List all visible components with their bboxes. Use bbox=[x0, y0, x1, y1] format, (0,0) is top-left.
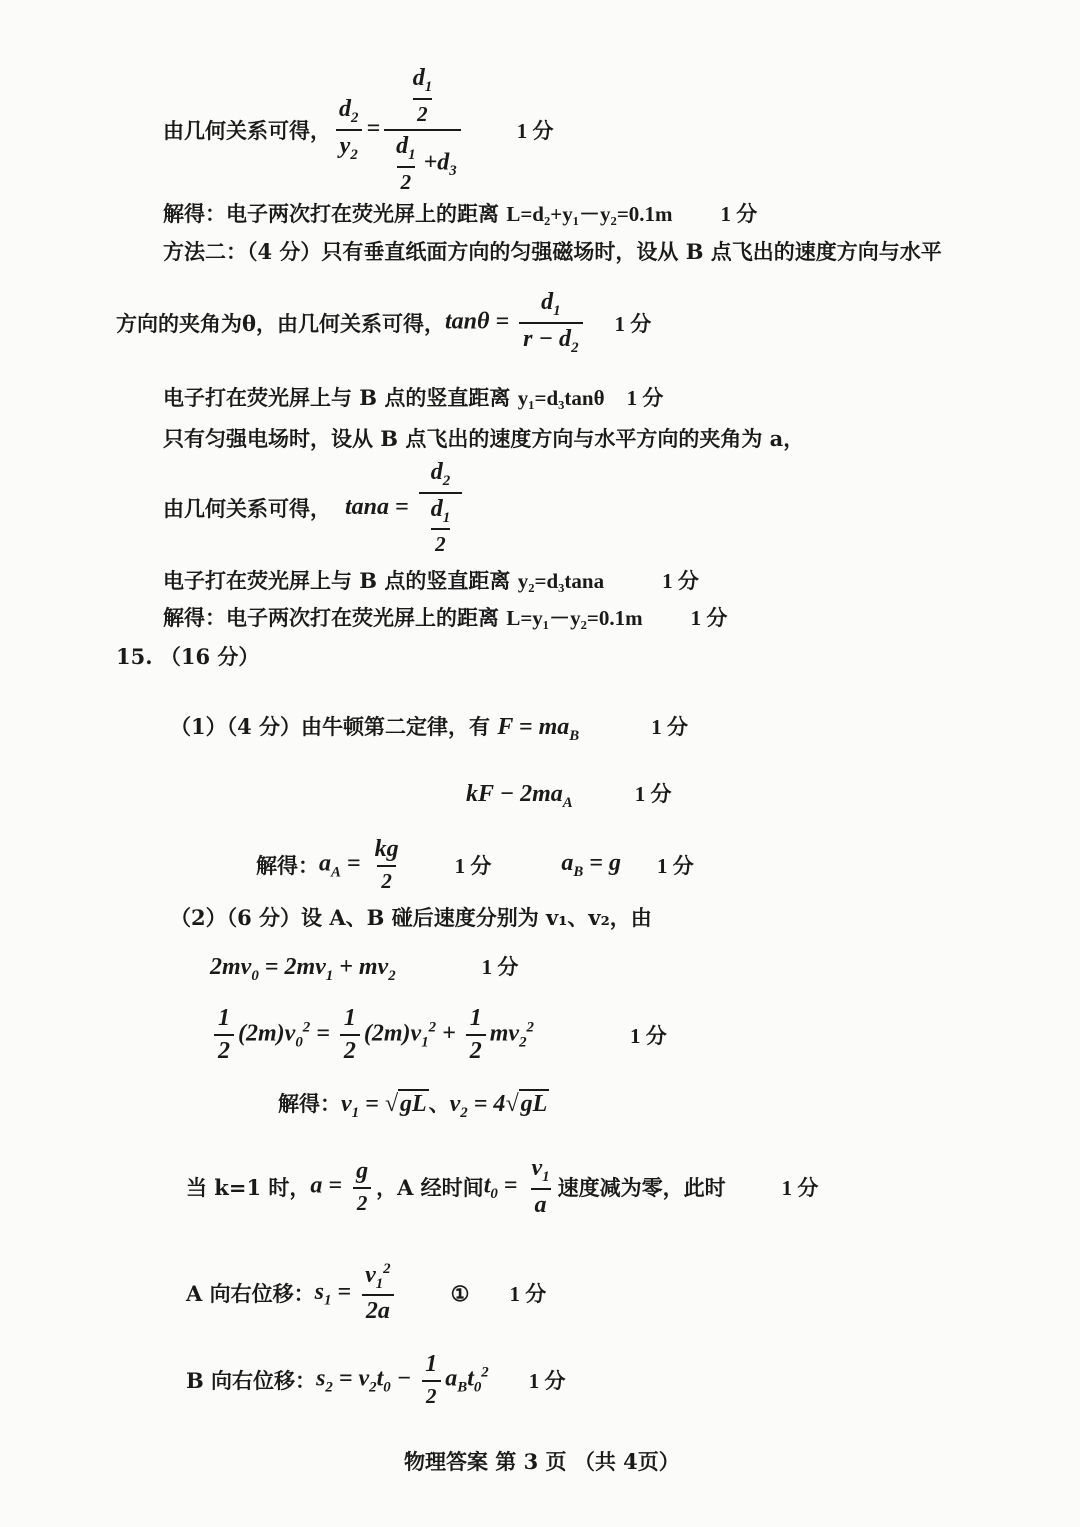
solution-label: 解得： bbox=[256, 853, 319, 878]
geometry-relation-line-1 bbox=[163, 65, 554, 194]
part-2-heading bbox=[170, 902, 652, 932]
momentum-equation bbox=[210, 951, 518, 985]
line-label: 由几何关系可得， bbox=[163, 496, 331, 521]
a-formula: a = $\frac{g}{2}$ bbox=[310, 1158, 376, 1216]
score-label: 1 分 bbox=[516, 119, 554, 143]
time-text: ，A 经时间 bbox=[376, 1175, 484, 1200]
question-15-text: 15. （16 分） bbox=[116, 644, 260, 669]
solution-label: 解得： bbox=[278, 1091, 341, 1116]
vertical-distance-y2-line bbox=[163, 565, 699, 595]
a-displacement-label: A 向右位移： bbox=[186, 1281, 315, 1306]
method-two-heading bbox=[163, 236, 942, 266]
y1-formula: y₁=d₃tanθ bbox=[517, 386, 605, 410]
tan-theta-formula: tanθ = $\frac{d_1}{r - d_2}$ bbox=[445, 289, 586, 357]
score-label: 1 分 bbox=[528, 1369, 566, 1393]
vertical-distance-text: 电子打在荧光屏上与 B 点的竖直距离 bbox=[163, 568, 518, 593]
score-label: 1 分 bbox=[614, 312, 652, 336]
condition-text: 当 k=1 时， bbox=[186, 1175, 311, 1200]
ratio-formula: $\frac{d_2}{y_2}$ = $\frac{d_1}{2}$ $\frac{d_1}{2}$ $+d_3$ bbox=[331, 65, 465, 195]
score-label: 1 分 bbox=[634, 782, 672, 806]
b-displacement-label: B 向右位移： bbox=[186, 1368, 317, 1393]
part-1-solution bbox=[256, 830, 694, 900]
result-text: 解得：电子两次打在荧光屏上的距离 bbox=[163, 605, 507, 630]
part-1-text: （1）（4 分）由牛顿第二定律，有 bbox=[170, 714, 498, 739]
page-footer bbox=[404, 1446, 680, 1476]
kf-formula: kF − $2ma_A$ bbox=[466, 781, 573, 811]
score-label: 1 分 bbox=[656, 854, 694, 878]
score-label: 1 分 bbox=[690, 606, 728, 630]
vertical-distance-text: 电子打在荧光屏上与 B 点的竖直距离 bbox=[163, 385, 518, 410]
score-label: 1 分 bbox=[454, 854, 492, 878]
part-1-second-equation bbox=[466, 778, 671, 812]
a-displacement-line bbox=[186, 1258, 546, 1328]
geometry-relation-line-2 bbox=[163, 458, 466, 558]
result-formula: L=y₁－y₂=0.1m bbox=[506, 606, 643, 630]
result-line-1 bbox=[163, 198, 757, 228]
score-label: 1 分 bbox=[481, 955, 519, 979]
footer-text: 物理答案 第 3 页 （共 4页） bbox=[404, 1449, 680, 1474]
score-label: 1 分 bbox=[662, 569, 699, 593]
angle-theta-line bbox=[116, 288, 651, 358]
separator: 、 bbox=[428, 1091, 450, 1116]
tan-a-formula: tana = $\frac{d_2}{\frac{d_1}{2}}$ bbox=[345, 459, 466, 558]
v2-formula: $v_2 = 4√gL$ bbox=[449, 1091, 548, 1121]
momentum-formula: $2mv_0 = 2mv_1 + mv_2$ bbox=[210, 954, 396, 984]
s1-formula: $s_1$ = $\frac{v_1^2}{2a}$ bbox=[315, 1261, 399, 1326]
score-label: 1 分 bbox=[629, 1024, 667, 1048]
part-2-text: （2）（6 分）设 A、B 碰后速度分别为 v₁、v₂，由 bbox=[170, 905, 652, 930]
s2-formula: $s_2 = v_2t_0$ − $\frac{1}{2}$ $a_Bt_0^2$ bbox=[316, 1351, 489, 1408]
velocity-solution bbox=[278, 1088, 549, 1122]
y2-formula: y₂=d₃tana bbox=[517, 569, 605, 593]
circled-one: ① bbox=[450, 1280, 470, 1306]
result-line-2 bbox=[163, 602, 727, 632]
score-label: 1 分 bbox=[626, 386, 664, 410]
line-label: 由几何关系可得， bbox=[163, 118, 331, 143]
aa-formula: $a_A$ = $\frac{kg}{2}$ bbox=[319, 836, 399, 893]
t0-formula: $t_0$ = $\frac{v_1}{a}$ bbox=[483, 1155, 550, 1218]
part-1-newton-line bbox=[170, 711, 688, 745]
electric-field-line bbox=[163, 423, 804, 453]
k-equals-one-line bbox=[186, 1152, 818, 1222]
score-label: 1 分 bbox=[720, 202, 758, 226]
score-label: 1 分 bbox=[651, 715, 688, 739]
v1-formula: $v_1 = √gL$ bbox=[341, 1091, 427, 1121]
newton-formula: $F = ma_B$ bbox=[497, 714, 580, 744]
ab-formula: $a_B = g$ bbox=[561, 849, 621, 880]
method-two-text: 方法二：（4 分）只有垂直纸面方向的匀强磁场时，设从 B 点飞出的速度方向与水平 bbox=[163, 239, 942, 264]
energy-formula: $\frac{1}{2}$ $(2m)v_0^2$ = $\frac{1}{2}$ $(2m)v_1^2$ + $\frac{1}{2}$ $mv_2^2$ bbox=[210, 1005, 534, 1065]
question-15-heading bbox=[116, 641, 259, 671]
velocity-zero-text: 速度减为零，此时 bbox=[557, 1175, 726, 1200]
score-label: 1 分 bbox=[509, 1282, 547, 1306]
electric-field-text: 只有匀强电场时，设从 B 点飞出的速度方向与水平方向的夹角为 a， bbox=[163, 426, 805, 451]
vertical-distance-y1-line bbox=[163, 382, 663, 412]
result-formula: L=d₂+y₁－y₂=0.1m bbox=[506, 202, 673, 226]
b-displacement-line bbox=[186, 1345, 565, 1415]
angle-theta-text: 方向的夹角为θ，由几何关系可得， bbox=[116, 311, 446, 336]
result-text: 解得：电子两次打在荧光屏上的距离 bbox=[163, 201, 507, 226]
score-label: 1 分 bbox=[781, 1176, 819, 1200]
energy-equation bbox=[210, 1000, 667, 1070]
